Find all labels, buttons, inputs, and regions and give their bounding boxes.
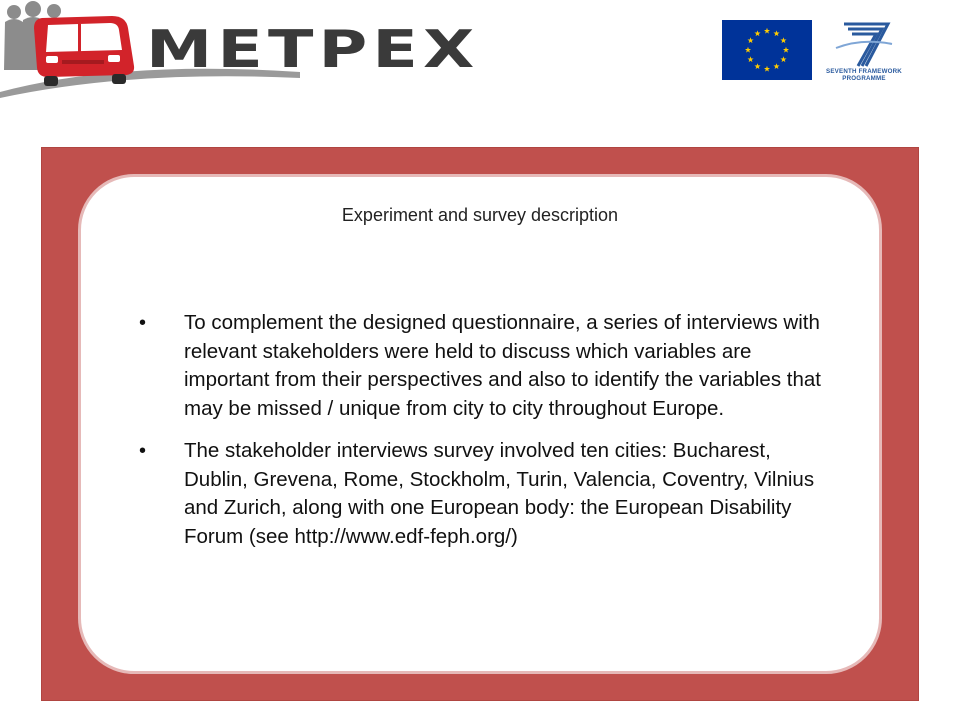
- bullet-icon: •: [139, 312, 147, 334]
- fp7-caption: SEVENTH FRAMEWORK PROGRAMME: [826, 68, 902, 82]
- bullet-list: [133, 309, 823, 565]
- fp7-logo: [822, 18, 906, 92]
- bullet-icon: •: [139, 440, 147, 462]
- slide-title: Experiment and survey description: [341, 205, 619, 225]
- fp7-seven-icon: [822, 18, 906, 68]
- eu-flag-icon: [722, 20, 812, 80]
- content-card: [78, 174, 882, 674]
- metpex-wordmark: METPEX: [146, 20, 480, 80]
- slide-frame: [41, 147, 919, 701]
- bullet-text: To complement the designed questionnaire, a series of interviews with relevant stakeholders were held to discuss which variables are important from their perspectives and also to identify the variables that may be missed / unique from city to city throughout Europe.: [184, 311, 821, 420]
- bullet-text: The stakeholder interviews survey involved ten cities: Bucharest, Dublin, Grevena, Rome, Stockholm, Turin, Valencia, Coventry, Vilnius and Zurich, along with one European body: the European Disability Forum (see http://www.edf-feph.org/): [184, 439, 815, 548]
- bullet-item: [133, 309, 823, 423]
- metpex-logo: [0, 0, 480, 98]
- eu-flag-logo: [722, 20, 812, 80]
- bullet-item: [133, 437, 823, 551]
